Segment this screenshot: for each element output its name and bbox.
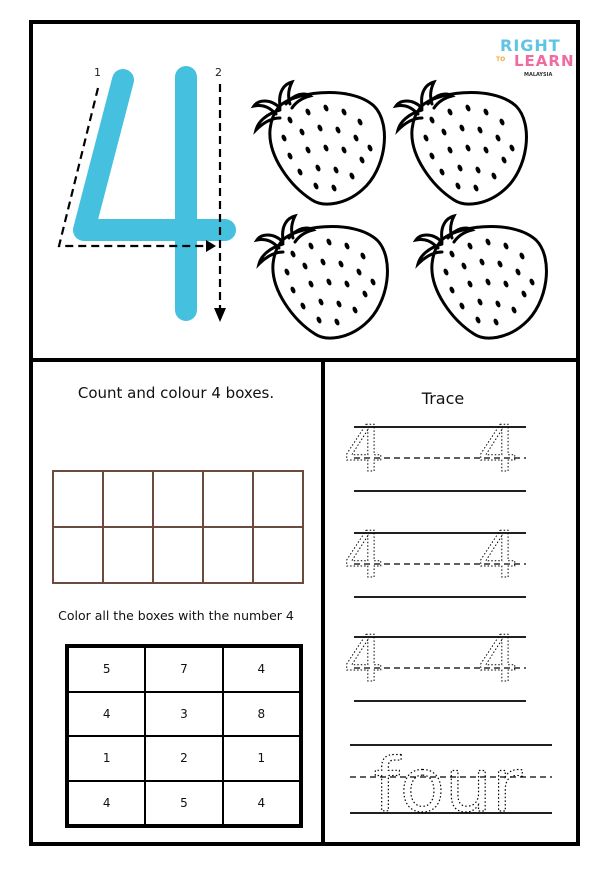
number-grid-cell[interactable]: 2 xyxy=(145,736,222,781)
stroke-number-2: 2 xyxy=(215,66,222,79)
trace-digit: 4 xyxy=(477,519,519,593)
number-grid-cell[interactable]: 4 xyxy=(68,692,145,737)
number-color-grid xyxy=(65,644,303,828)
trace-area xyxy=(340,415,565,835)
ten-frame-cell[interactable] xyxy=(53,527,103,583)
number-grid-cell[interactable]: 4 xyxy=(223,781,300,826)
big-digit-four xyxy=(40,60,250,340)
trace-digit: 4 xyxy=(343,519,385,593)
number-grid-cell[interactable]: 1 xyxy=(223,736,300,781)
trace-title: Trace xyxy=(421,389,465,408)
trace-word: four xyxy=(373,743,523,829)
trace-digit: 4 xyxy=(343,415,385,487)
number-grid-cell[interactable]: 5 xyxy=(145,781,222,826)
strawberry-icon xyxy=(412,212,557,342)
ten-frame-cell[interactable] xyxy=(103,527,153,583)
trace-digit: 4 xyxy=(477,415,519,487)
number-grid-cell[interactable]: 3 xyxy=(145,692,222,737)
logo-text-right: RIGHT xyxy=(500,36,561,55)
ten-frame-cell[interactable] xyxy=(253,471,303,527)
ten-frame-cell[interactable] xyxy=(253,527,303,583)
number-grid-cell[interactable]: 7 xyxy=(145,647,222,692)
trace-digit: 4 xyxy=(343,623,385,697)
strawberry-icon xyxy=(392,78,537,208)
horizontal-divider xyxy=(29,358,580,362)
ten-frame-cell[interactable] xyxy=(103,471,153,527)
ten-frame-cell[interactable] xyxy=(203,527,253,583)
vertical-divider xyxy=(321,360,325,846)
number-grid-cell[interactable]: 4 xyxy=(223,647,300,692)
count-instruction: Count and colour 4 boxes. xyxy=(77,384,275,402)
strawberry-icon xyxy=(250,78,395,208)
logo-text-country: MALAYSIA xyxy=(524,72,553,78)
ten-frame-cell[interactable] xyxy=(203,471,253,527)
trace-digit: 4 xyxy=(477,623,519,697)
number-grid-cell[interactable]: 5 xyxy=(68,647,145,692)
number-grid-cell[interactable]: 1 xyxy=(68,736,145,781)
logo-text-to: TO xyxy=(496,56,506,63)
ten-frame-cell[interactable] xyxy=(153,527,203,583)
strawberry-icon xyxy=(253,212,398,342)
number-grid-cell[interactable]: 8 xyxy=(223,692,300,737)
number-grid-cell[interactable]: 4 xyxy=(68,781,145,826)
logo-text-learn: LEARN xyxy=(514,52,575,70)
ten-frame-grid xyxy=(52,470,304,584)
ten-frame-cell[interactable] xyxy=(53,471,103,527)
ten-frame-cell[interactable] xyxy=(153,471,203,527)
color-instruction: Color all the boxes with the number 4 xyxy=(58,608,294,623)
stroke-number-1: 1 xyxy=(94,66,101,79)
